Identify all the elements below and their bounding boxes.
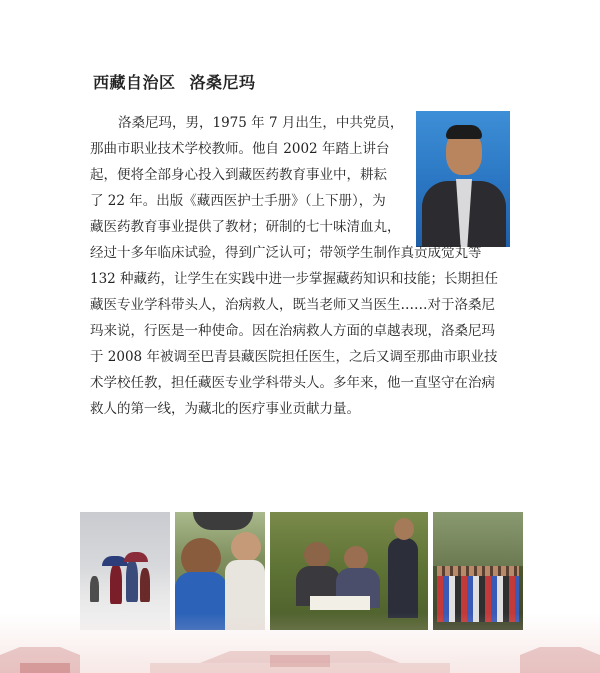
region-label: 西藏自治区 bbox=[93, 73, 176, 92]
decorative-footer bbox=[0, 613, 600, 673]
text-line: 藏医药教育事业提供了教材；研制的七十味清血丸， bbox=[90, 219, 401, 235]
text-line: 术学校任教，担任藏医专业学科带头人。多年来，他一直坚守在治病 bbox=[90, 375, 495, 391]
text-line: 经过十多年临床试验，得到广泛认可；带领学生制作真贡成觉丸等 bbox=[90, 245, 482, 261]
heading bbox=[93, 70, 256, 93]
biography-text bbox=[90, 110, 512, 422]
text-line: 于 2008 年被调至巴青县藏医院担任医生，之后又调至那曲市职业技 bbox=[90, 349, 498, 365]
text-line: 132 种藏药，让学生在实践中进一步掌握藏药知识和技能；长期担任 bbox=[90, 271, 499, 287]
person-name: 洛桑尼玛 bbox=[189, 73, 256, 92]
text-line: 了 22 年。出版《藏西医护士手册》（上下册），为 bbox=[90, 193, 386, 209]
text-line: 玛来说，行医是一种使命。因在治病救人方面的卓越表现，洛桑尼玛 bbox=[90, 323, 495, 339]
text-line: 洛桑尼玛，男，1975 年 7 月出生，中共党员， bbox=[118, 115, 404, 131]
text-line: 那曲市职业技术学校教师。他自 2002 年踏上讲台 bbox=[90, 141, 390, 157]
text-line: 救人的第一线，为藏北的医疗事业贡献力量。 bbox=[90, 401, 360, 417]
text-line: 起，便将全部身心投入到藏医药教育事业中，耕耘 bbox=[90, 167, 387, 183]
text-line: 藏医专业学科带头人，治病救人，既当老师又当医生……对于洛桑尼 bbox=[90, 297, 495, 313]
